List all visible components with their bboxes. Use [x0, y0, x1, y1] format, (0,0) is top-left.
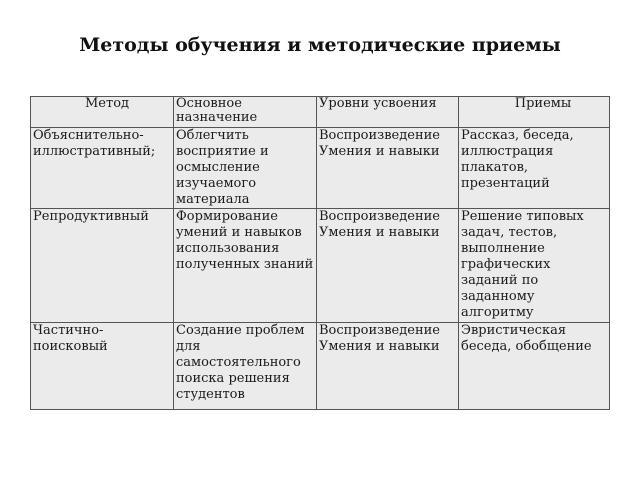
column-header-techniques: Приемы	[459, 97, 610, 128]
cell-levels: Воспроизведение Умения и навыки	[317, 323, 459, 410]
cell-goal: Формирование умений и навыков использования полученных знаний	[174, 209, 317, 323]
cell-techniques: Эвристическая беседа, обобщение	[459, 323, 610, 410]
cell-levels: Воспроизведение Умения и навыки	[317, 209, 459, 323]
column-header-method: Метод	[31, 97, 174, 128]
cell-method: Частично-поисковый	[31, 323, 174, 410]
table-row	[31, 128, 610, 209]
page-title: Методы обучения и методические приемы	[79, 34, 561, 56]
cell-techniques: Рассказ, беседа, иллюстрация плакатов, презентаций	[459, 128, 610, 209]
cell-method: Репродуктивный	[31, 209, 174, 323]
methods-table	[30, 96, 610, 410]
cell-method: Объяснительно-иллюстративный;	[31, 128, 174, 209]
cell-goal: Создание проблем для самостоятельного поиска решения студентов	[174, 323, 317, 410]
cell-levels: Воспроизведение Умения и навыки	[317, 128, 459, 209]
cell-techniques: Решение типовых задач, тестов, выполнение графических заданий по заданному алгоритму	[459, 209, 610, 323]
table-row	[31, 323, 610, 410]
table-header-row	[31, 97, 610, 128]
column-header-goal: Основное назначение	[174, 97, 317, 128]
cell-goal: Облегчить восприятие и осмысление изучаемого материала	[174, 128, 317, 209]
table-row	[31, 209, 610, 323]
column-header-levels: Уровни усвоения	[317, 97, 459, 128]
